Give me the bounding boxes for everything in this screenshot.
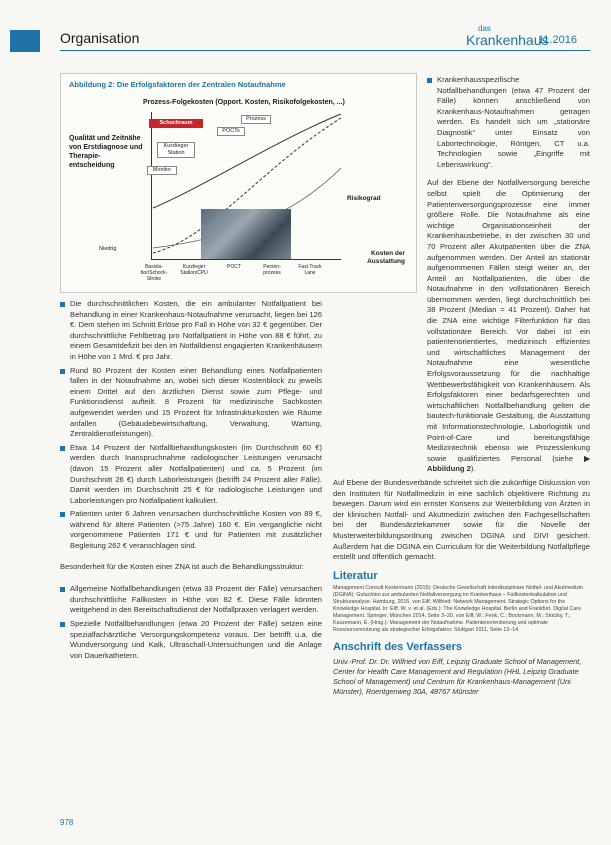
x-label: POCT: [227, 264, 241, 270]
section-title: Organisation: [60, 30, 140, 46]
bullet-item: Die durchschnittlichen Kosten, die ein ambulanter Notfallpatient bei Behandlung in einer Krankenhaus-Notaufnahme verursacht, liegen bei 126 €. Dem stehen im Schnitt Erlöse pro Fall in Höhe von 32 € gegenüber. Der durchschnittliche Fehlbetrag pro Notfallpatient in Höhe von 88 € führt, zu einem Gesamtdefizit bei den im Notfalldienst engagierten Krankenhäusern in Höhe von 1 Mrd. € pro Jahr.: [60, 299, 322, 363]
figure-caption: Abbildung 2: Die Erfolgsfaktoren der Zentralen Notaufnahme: [69, 80, 286, 89]
paragraph: Auf Ebene der Bundesverbände schreitet sich die zukünftige Diskussion von den Instituten für Notfallmedizin in eine sachlich objektivere Richtung zu bewegen. Darum wird ein ernster Konsens zur Weiterbildung von Ärzten in der klinischen Notfall- und Akutmedizin zwischen den Fachgesellschaften bei der Bundesärztekammer sowie für die Novelle der Musterweiterbildungsordnung zwischen DGINA und DIVI gesichert. Außerdem hat die DGINA ein Curriculum für die Weiterbildung Notfallpflege erstellt und öffentlich gemacht.: [333, 478, 590, 562]
literature-list: Management Consult Kestermann (2015): Deutsche Gesellschaft interdisziplinäre Notfall- und Akutmedizin (DGINA): Gutachten zur ambulanten Notfallversorgung im Krankenhaus – Fallkostenkalkulation und Strukturanalyse. Hamburg, 2015. von Eiff, Wilfried: Network Management. Strategic Options for the Knowledge Hospital. In: Eiff, W. v. et al. (Eds.): The Knowledge Hospital. Berlin and Frankfurt. Digital Care Management. Springer, München 2014, Seite 3–20. von Eiff, W.; Fenk, C.; Bockmann, M.; Stotzky, T.; Kaszemann, E. (Hrsg.): Management der Notaufnahme. Patientenorientierung und optimale Ressourcennutzung als strategischer Erfolgsfaktor. Stuttgart 2011, Seite 13–14.: [333, 585, 583, 634]
figure-low-label: Niedrig: [99, 246, 117, 252]
box-kurzlieger: Kurzlieger Station: [157, 142, 195, 158]
box-prozess: Prozess: [241, 115, 271, 124]
page-number: 978: [60, 818, 74, 827]
header-rule: [60, 50, 590, 51]
bullet-item: Rund 80 Prozent der Kosten einer Behandlung eines Notfallpatienten fallen in der Notaufnahme an, wobei sich dieser Kostenblock zu jeweils einem Drittel auf den ärztlichen Dienst sowie zum Pflege- und Funktionsdienst aufteilt. 8 Prozent für medizinische Sachkosten aufgewendet werden und 15 Prozent für Infrastrukturkosten wie Räume anfallen (Gebäudebewirtschaftung, Verwaltung, Wartung, Zentraldienstleistungen).: [60, 366, 322, 440]
figure-right-label: Risikograd: [347, 195, 381, 202]
figure-top-label: Prozess-Folgekosten (Opport. Kosten, Risikofolgekosten, ...): [143, 99, 345, 106]
bullet-item: Spezielle Notfallbehandlungen (etwa 20 Prozent der Fälle) setzen eine spezialfachärztliche Versorgungskompetenz voraus. Der betrifft u.a. die Wundversorgung und Kalk, Ultraschall-Untersuchungen und die Anlage von Dauerkathetern.: [60, 619, 322, 661]
paragraph: Besonderheit für die Kosten einer ZNA ist auch die Behandlungsstruktur:: [60, 561, 304, 571]
x-label: Fast Track Lane: [298, 264, 322, 276]
figure-reference: Abbildung 2: [427, 464, 471, 474]
left-column: [60, 299, 322, 664]
figure-2: [60, 73, 417, 293]
section-tab: [10, 30, 40, 52]
author-address: Univ.-Prof. Dr. Dr. Wilfried von Eiff, Leipzig Graduate School of Management, Center for Health Care Management and Regulation (HHL Leipzig Graduate School of Management) und Centrum für Krankenhaus-Management (Uni Münster), Roentgenweg 30A, 48767 Münster: [333, 656, 582, 696]
notaufnahme-photo: [201, 209, 291, 259]
box-schockraum: Schockraum: [149, 119, 203, 128]
bullet-item: Krankenhausspezifische Notfallbehandlungen (etwa 47 Prozent der Fälle) können anschließend von Krankenhaus-Notaufnahmen getragen werden. Es handelt sich um „stationäre Diagnostik“ unter Einsatz von Labortechnologie, Röntgen, CT u.a. Technologien sowie „Eingriffe mit Lebenswirkung“.: [427, 75, 590, 170]
x-label: Basisla- bor/Schock- Stroke: [140, 264, 168, 282]
right-column-top: [427, 75, 590, 478]
literature-heading: Literatur: [333, 569, 378, 582]
logo-das: das: [478, 24, 491, 33]
paragraph-text: Auf der Ebene der Notfallversorgung bereiche selbst spielt die Optimierung der Patientenversorgungsprozesse eine immer größere Rolle. Die Notaufnahme als eine wichtige Organisationseinheit der Krankenhausbetriebe, in der zwischen 30 und 70 Prozent aller Akutpatienten über die ZNA aufgenommen werden. Der Anteil an stationär aufgenommenen Fällen steigt weiter an, der Anteil an Notfallpatienten, die über die Notaufnahme in den vollstationären Bereich übernommen werden, liegt durchschnittlich bei 38 Prozent (Median = 41 Prozent). Daher hat die ZNA eine wichtige Filterfunktion für das vollstationäre Bereich. Vor dabei ist ein patientenorientiertes, medizinisch effizientes und wirtschaftliches Management der Notaufnahme eine wesentliche Erfolgsvoraussetzung für die nachhaltige Wettbewerbsfähigkeit von Krankenhäusern. Als Erfolgsfaktoren einer bedarfsgerechten und wirtschaftlichen Notfallbehandlung gelten die bautech-funktionale Gestaltung, die Ausstattung mit Informationstechnologie, Laborlogistik und Point-of-Care und bereitungsfähige Medizintechnik ebenso wie Prozesslenkung sowie qualifiziertes Personal (siehe: [427, 178, 590, 463]
logo-krankenhaus: Krankenhaus: [466, 32, 549, 48]
figure-right-bottom-label: Kosten der Ausstattung: [367, 250, 405, 265]
x-label: Person- prozess: [263, 264, 281, 276]
bullet-item: Etwa 14 Prozent der Notfallbehandlungskosten (im Durchschnitt 60 €) werden durch Inanspruchnahme radiologischer Leistungen verursacht (davon 15 Prozent aller Notfallpatienten) und ca. 5 Prozent (im Durchschnitt 26 €) durch Laborleistungen (betrifft 24 Prozent aller Fälle). Damit werden im Durchschnitt 25 € für radiologische Leistungen und Laborleistungen pro Notfallpatient kalkuliert.: [60, 443, 322, 507]
bullet-item: Allgemeine Notfallbehandlungen (etwa 33 Prozent der Fälle) verursachen durchschnittliche Fallkosten in Höhe von 82 €. Diese Fälle könnten weitgehend in den Bereitschaftsdienst der Notfallpraxen verlagert werden.: [60, 584, 322, 616]
figure-left-label: Qualität und Zeitnähe von Erstdiagnose und Therapie-entscheidung: [69, 135, 143, 169]
x-label: Kurzlieger Station/CPU: [180, 264, 208, 276]
issue-number: 11.2016: [538, 34, 577, 46]
right-column-bottom: [333, 478, 590, 697]
paragraph: Auf der Ebene der Notfallversorgung bereiche selbst spielt die Optimierung der Patientenversorgungsprozesse eine immer größere Rolle. Die Notaufnahme als eine wichtige Organisationseinheit der Krankenhausbetriebe, in der zwischen 30 und 70 Prozent aller Akutpatienten über die ZNA aufgenommen werden. Der Anteil an stationär aufgenommenen Fällen steigt weiter an, der Anteil an Notfallpatienten, die über die Notaufnahme in den vollstationären Bereich übernommen werden, liegt durchschnittlich bei 38 Prozent (Median = 41 Prozent). Daher hat die ZNA eine wichtige Filterfunktion für das vollstationäre Bereich. Vor dabei ist ein patientenorientiertes, medizinisch effizientes und wirtschaftliches Management der Notaufnahme eine wesentliche Erfolgsvoraussetzung für die nachhaltige Wettbewerbsfähigkeit von Krankenhäusern. Als Erfolgsfaktoren einer bedarfsgerechten und wirtschaftlichen Notfallbehandlung gelten die bautech-funktionale Gestaltung, die Ausstattung mit Informationstechnologie, Laborlogistik und Point-of-Care und bereitungsfähige Medizintechnik ebenso wie Prozesslenkung sowie qualifiziertes Personal (siehe ▶ Abbildung 2).: [427, 178, 590, 474]
bullet-item: Patienten unter 6 Jahren verursachen durchschnittliche Kosten von 89 €, während für ältere Patienten (>75 Jahre) 160 €. Ein vergangliche nicht vorgenommene Patienten 171 € und für Patienten mit zusätzlicher Begleitung 262 € veranschlagen sind.: [60, 509, 322, 551]
address-heading: Anschrift des Verfassers: [333, 641, 463, 654]
box-monitor: Monitor: [147, 166, 177, 175]
box-pocts: POCTs: [217, 127, 245, 136]
